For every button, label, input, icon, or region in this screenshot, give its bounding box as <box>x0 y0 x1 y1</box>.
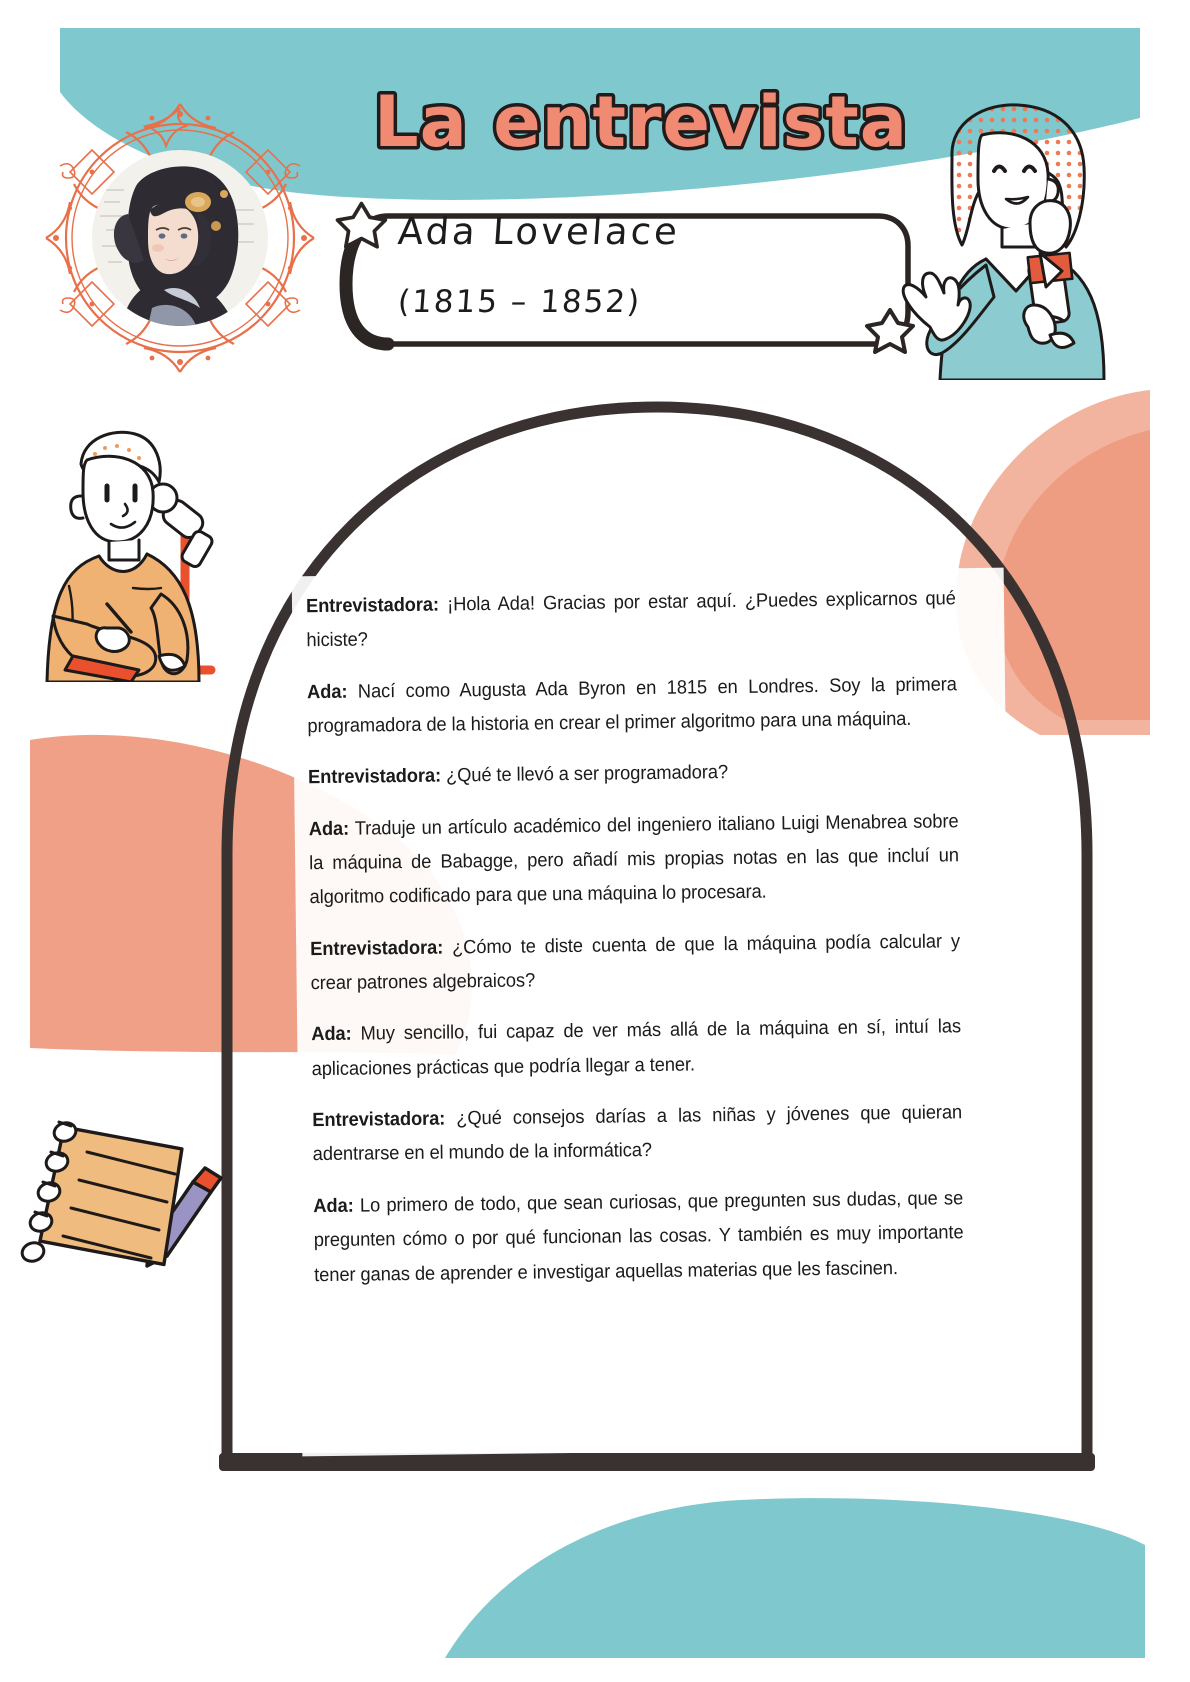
speaker-text: Traduje un artículo académico del ingeniero italiano Luigi Menabrea sobre la máquina de Babagge, pero añadí mis propias notas en las que incluí un algoritmo codificado para que una máquina lo procesara. <box>309 810 960 909</box>
subject-name: Ada Lovelace <box>396 210 682 253</box>
interview-exchange <box>308 754 958 796</box>
speaker-text: ¿Cómo te diste cuenta de que la máquina podía calcular y crear patrones algebraicos? <box>310 930 961 995</box>
page-title <box>370 78 910 163</box>
subject-years: (1815 – 1852) <box>396 284 643 320</box>
speaker-label: Entrevistadora: <box>307 765 442 789</box>
interview-exchanges <box>306 582 999 1293</box>
speaker-text: Muy sencillo, fui capaz de ver más allá de la máquina en sí, intuí las aplicaciones prácticas que podría llegar a tener. <box>311 1016 962 1080</box>
teal-arc-bottom <box>445 1498 1145 1658</box>
speaker-label: Entrevistadora: <box>312 1108 446 1132</box>
speaker-label: Ada: <box>313 1195 354 1217</box>
interview-exchange <box>307 668 958 745</box>
interview-exchange <box>312 1096 963 1173</box>
interview-exchange <box>306 582 957 659</box>
spiral-notepad-with-pencil <box>15 1060 245 1270</box>
page-title-text: La entrevista <box>374 81 908 163</box>
speaker-label: Entrevistadora: <box>310 937 444 960</box>
interview-exchange <box>310 925 961 1002</box>
interview-exchange <box>311 1011 962 1088</box>
speaker-label: Ada: <box>306 681 348 703</box>
interview-exchange <box>313 1182 964 1293</box>
speaker-text: ¡Hola Ada! Gracias por estar aquí. ¿Puedes explicarnos qué hiciste? <box>306 588 956 652</box>
interview-text-panel <box>292 568 1015 1457</box>
speaker-text: ¿Qué te llevó a ser programadora? <box>445 762 729 787</box>
speaker-label: Ada: <box>311 1024 352 1046</box>
speaker-text: Nací como Augusta Ada Byron en 1815 en Londres. Soy la primera programadora de la historia en crear el primer algoritmo para una máquina. <box>307 673 957 738</box>
speaker-text: ¿Qué consejos darías a las niñas y jóvenes que quieran adentrarse en el mundo de la informática? <box>312 1102 963 1166</box>
speaker-label: Entrevistadora: <box>305 594 440 618</box>
portrait-image <box>92 150 268 326</box>
interview-exchange <box>309 805 960 916</box>
speaker-text: Lo primero de todo, que sean curiosas, que pregunten sus dudas, que se pregunten cómo o por qué funcionan las cosas. Y también es muy importante tener ganas de aprender e investigar aquellas materias que les fascinen. <box>313 1188 964 1286</box>
speaker-label: Ada: <box>308 818 350 840</box>
ada-lovelace-portrait-medallion <box>30 88 330 388</box>
interviewer-woman-with-microphone <box>890 95 1125 380</box>
subject-name-bubble <box>330 192 920 360</box>
